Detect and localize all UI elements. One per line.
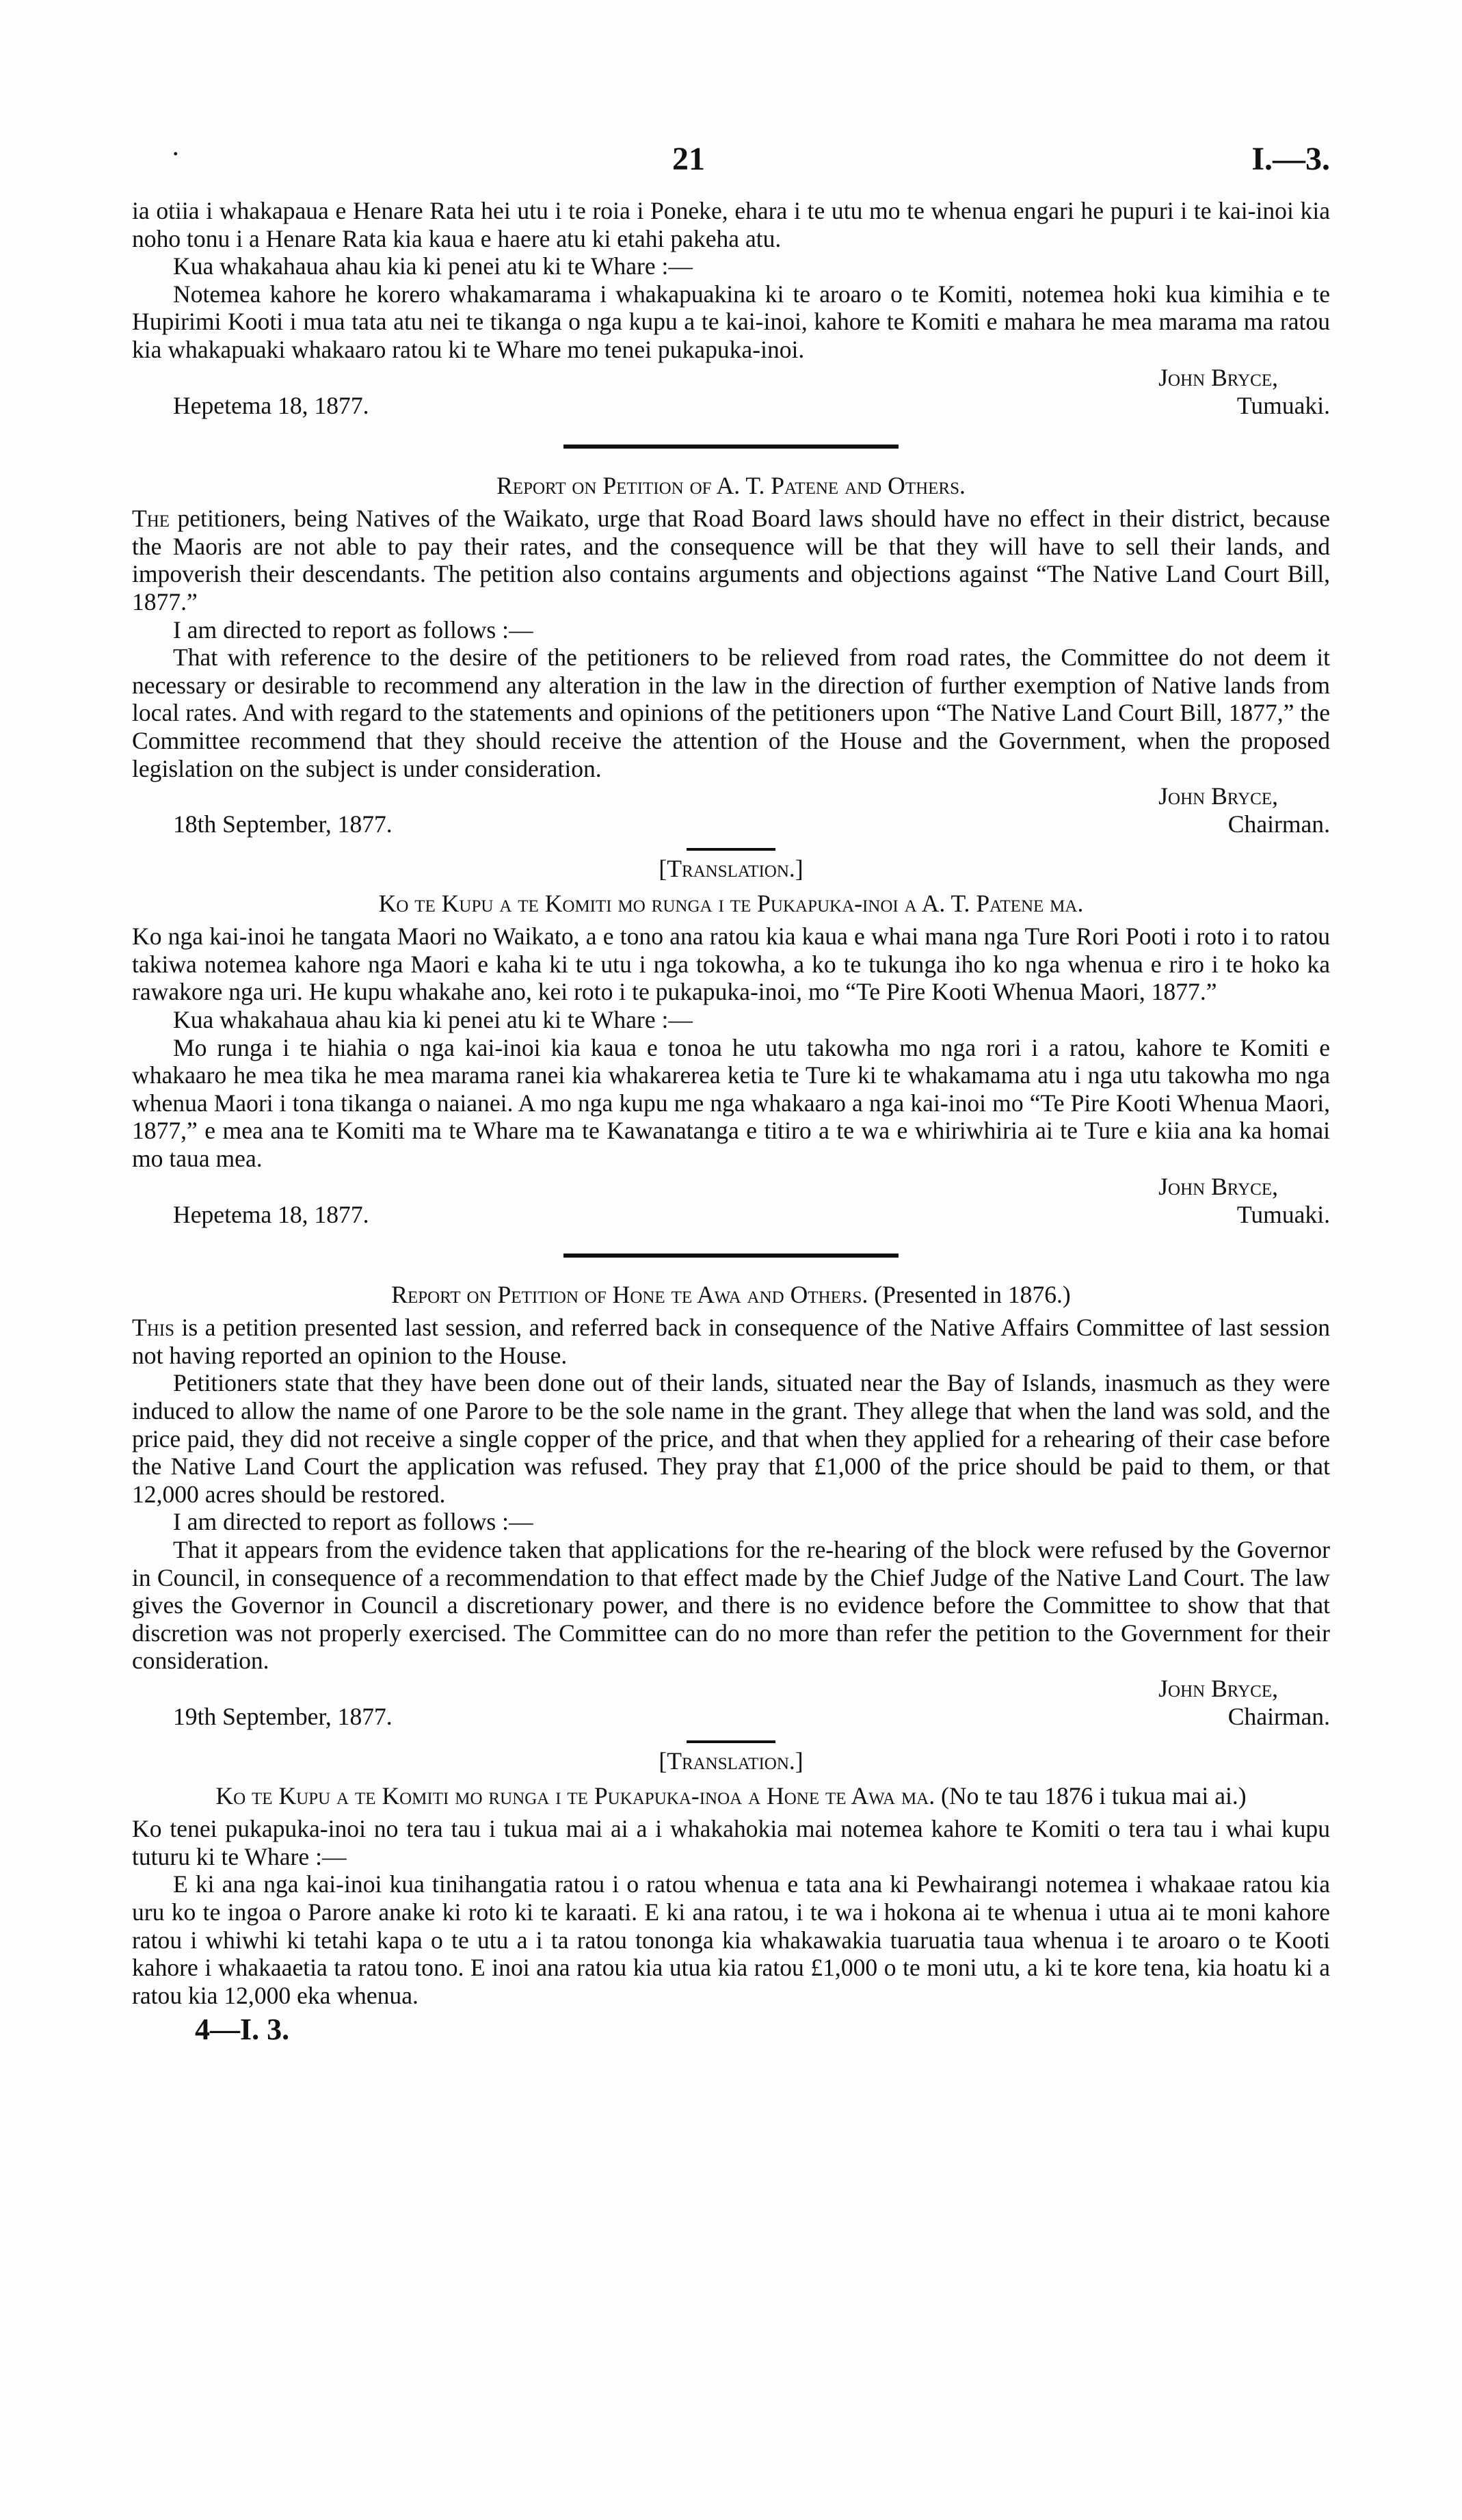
section-heading [132,1281,1330,1309]
section-continuation [132,197,1330,420]
paragraph-text: is a petition presented last session, and referred back in consequence of the Native Affairs Committee of last session not having reported an opinion to the House. [132,1314,1330,1369]
paragraph: Kua whakahaua ahau kia ki penei atu ki te Whare :— [173,252,693,280]
section-report-patene [132,472,1330,839]
section-translation-patene [132,855,1330,1229]
header-dot: . [173,137,178,160]
heading-title: Report on Petition of Hone te Awa and Others. [391,1280,868,1308]
paragraph: Kua whakahaua ahau kia ki penei atu ki te Whare :— [173,1006,693,1034]
paragraph: Mo runga i te hiahia o nga kai-inoi kia kaua e tonoa he utu takowha mo nga rori i a ratou, kahore te Komiti e whakaaro he mea tika he mea marama ranei kia whakarerea ketia te Ture ki te whakamama atu i nga utu takowha mo nga whenua Maori i tona tikanga o naianei. A mo nga kupu me nga whakaaro a nga kai-inoi mo “Te Pire Kooti Whenua Maori, 1877,” e mea ana te Komiti ma te Whare ma te Kawanatanga e titiro a te wa e whiriwhiria ai te Ture e kiia ana ka homai mo taua mea. [132,1033,1330,1173]
paragraph: Ko tenei pukapuka-inoi no tera tau i tukua mai ai a i whakahokia mai notemea kahore te Komiti o tera tau i whai kupu tuturu ki te Whare :— [132,1815,1330,1870]
translation-divider [687,848,775,851]
section-heading [132,1782,1330,1810]
heading-note: (Presented in 1876.) [868,1280,1071,1308]
page-header [132,137,1330,188]
signatory-role: Tumuaki. [1236,391,1330,419]
signature-block [132,1675,1330,1731]
signatory-name: John Bryce, [1158,363,1278,391]
section-heading: Report on Petition of A. T. Patene and Others. [496,471,966,499]
signatory-name: John Bryce, [1158,782,1278,810]
signatory-name: John Bryce, [1158,1674,1278,1702]
document-reference: I.—3. [1251,141,1330,177]
paragraph: Petitioners state that they have been done out of their lands, situated near the Bay of Islands, inasmuch as they were induced to allow the name of one Parore to be the sole name in the grant. They allege that when the land was sold, and the price paid, they did not receive a single copper of the price, and that when they applied for a rehearing of their case before the Native Land Court the application was refused. They pray that £1,000 of the price should be paid to them, or that 12,000 acres should be restored. [132,1369,1330,1508]
signature-block [132,782,1330,838]
section-divider [563,1254,899,1258]
paragraph: Notemea kahore he korero whakamarama i whakapuakina ki te aroaro o te Komiti, notemea hoki kua kimihia e te Hupirimi Kooti i mua tata atu nei te tikanga o nga kupu a te kai-inoi, kahore te Komiti e mahara he mea marama ma ratou kia whakapuaki whakaaro ratou ki te Whare mo tenei pukapuka-inoi. [132,280,1330,363]
signature-block [132,364,1330,420]
lead-word: This [132,1314,175,1342]
paragraph [132,505,1330,615]
printer-signature-mark: 4—I. 3. [195,2013,290,2047]
signatory-role: Chairman. [1227,810,1330,838]
paragraph: That with reference to the desire of the petitioners to be relieved from road rates, the Committee do not deem it necessary or desirable to recommend any alteration in the law in the direction of further exemption of Native lands from local rates. And with regard to the statements and opinions of the petitioners upon “The Native Land Court Bill, 1877,” the Committee recommend that they should receive the attention of the House and the Government, when the proposed legislation on the subject is under consideration. [132,644,1330,782]
heading-title: Ko te Kupu a te Komiti mo runga i te Pukapuka-inoa a Hone te Awa ma. [215,1781,935,1809]
paragraph: ia otiia i whakapaua e Henare Rata hei utu i te roia i Poneke, ehara i te utu mo te whenua engari he pupuri i te kai-inoi kia noho tonu i a Henare Rata kia kaua e haere atu ki etahi pakeha atu. [132,197,1330,252]
signatory-name: John Bryce, [1158,1172,1278,1200]
signatory-role: Chairman. [1227,1702,1330,1730]
paragraph [132,1314,1330,1369]
section-report-hone-te-awa [132,1281,1330,1731]
translation-divider [687,1740,775,1743]
signature-block [132,1173,1330,1229]
paragraph-text: petitioners, being Natives of the Waikato, urge that Road Board laws should have no effect in their district, because the Maoris are not able to pay their rates, and the consequence will be that they will have to sell their lands, and impoverish their descendants. The petition also contains arguments and objections against “The Native Land Court Bill, 1877.” [132,505,1330,615]
signature-date: 19th September, 1877. [173,1702,393,1730]
page-content [132,197,1330,2047]
section-translation-hone-te-awa [132,1747,1330,2009]
signature-date: 18th September, 1877. [173,810,393,838]
paragraph: I am directed to report as follows :— [173,615,533,644]
translation-label: [Translation.] [659,855,803,883]
paragraph: Ko nga kai-inoi he tangata Maori no Waikato, a e tono ana ratou kia kaua e whai mana nga Ture Rori Pooti i roto i to ratou takiwa notemea kahore nga Maori e kaha ki te utu i nga tokowha, a ko te tukunga iho ko nga whenua e riro i te hoko ka rawakore nga uri. He kupu whakahe ano, kei roto i te pukapuka-inoi, mo “Te Pire Kooti Whenua Maori, 1877.” [132,923,1330,1006]
page-number: 21 [672,141,705,177]
section-heading: Ko te Kupu a te Komiti mo runga i te Pukapuka-inoi a A. T. Patene ma. [378,889,1084,917]
signature-date: Hepetema 18, 1877. [173,391,369,419]
signature-date: Hepetema 18, 1877. [173,1200,369,1228]
lead-word: The [132,505,170,533]
paragraph: I am directed to report as follows :— [173,1508,533,1536]
signatory-role: Tumuaki. [1236,1200,1330,1228]
heading-note: (No te tau 1876 i tukua mai ai.) [935,1781,1247,1809]
paragraph: That it appears from the evidence taken that applications for the re-hearing of the block were refused by the Governor in Council, in consequence of a recommendation to that effect made by the Chief Judge of the Native Land Court. The law gives the Governor in Council a discretionary power, and there is no evidence before the Committee to show that that discretion was not properly exercised. The Committee can do no more than refer the petition to the Government for their consideration. [132,1535,1330,1675]
paragraph: E ki ana nga kai-inoi kua tinihangatia ratou i o ratou whenua e tata ana ki Pewhairangi notemea i whakaae ratou kia uru ko te ingoa o Parore anake ki roto ki te karaati. E ki ana ratou, i te wa i hokona ai te whenua i utua ai te moni kahore ratou i whiwhi ki tetahi kapa o te utu a i ta ratou tononga kia whakawakia tuaruatia taua whenua i te aroaro o te Kooti kahore i whakaaetia ta ratou tono. E inoi ana ratou kia utua kia ratou £1,000 o te moni utu, a ki te kore tena, kia hoatu ki a ratou kia 12,000 eka whenua. [132,1870,1330,2009]
section-divider [563,445,899,449]
translation-label: [Translation.] [659,1747,803,1775]
